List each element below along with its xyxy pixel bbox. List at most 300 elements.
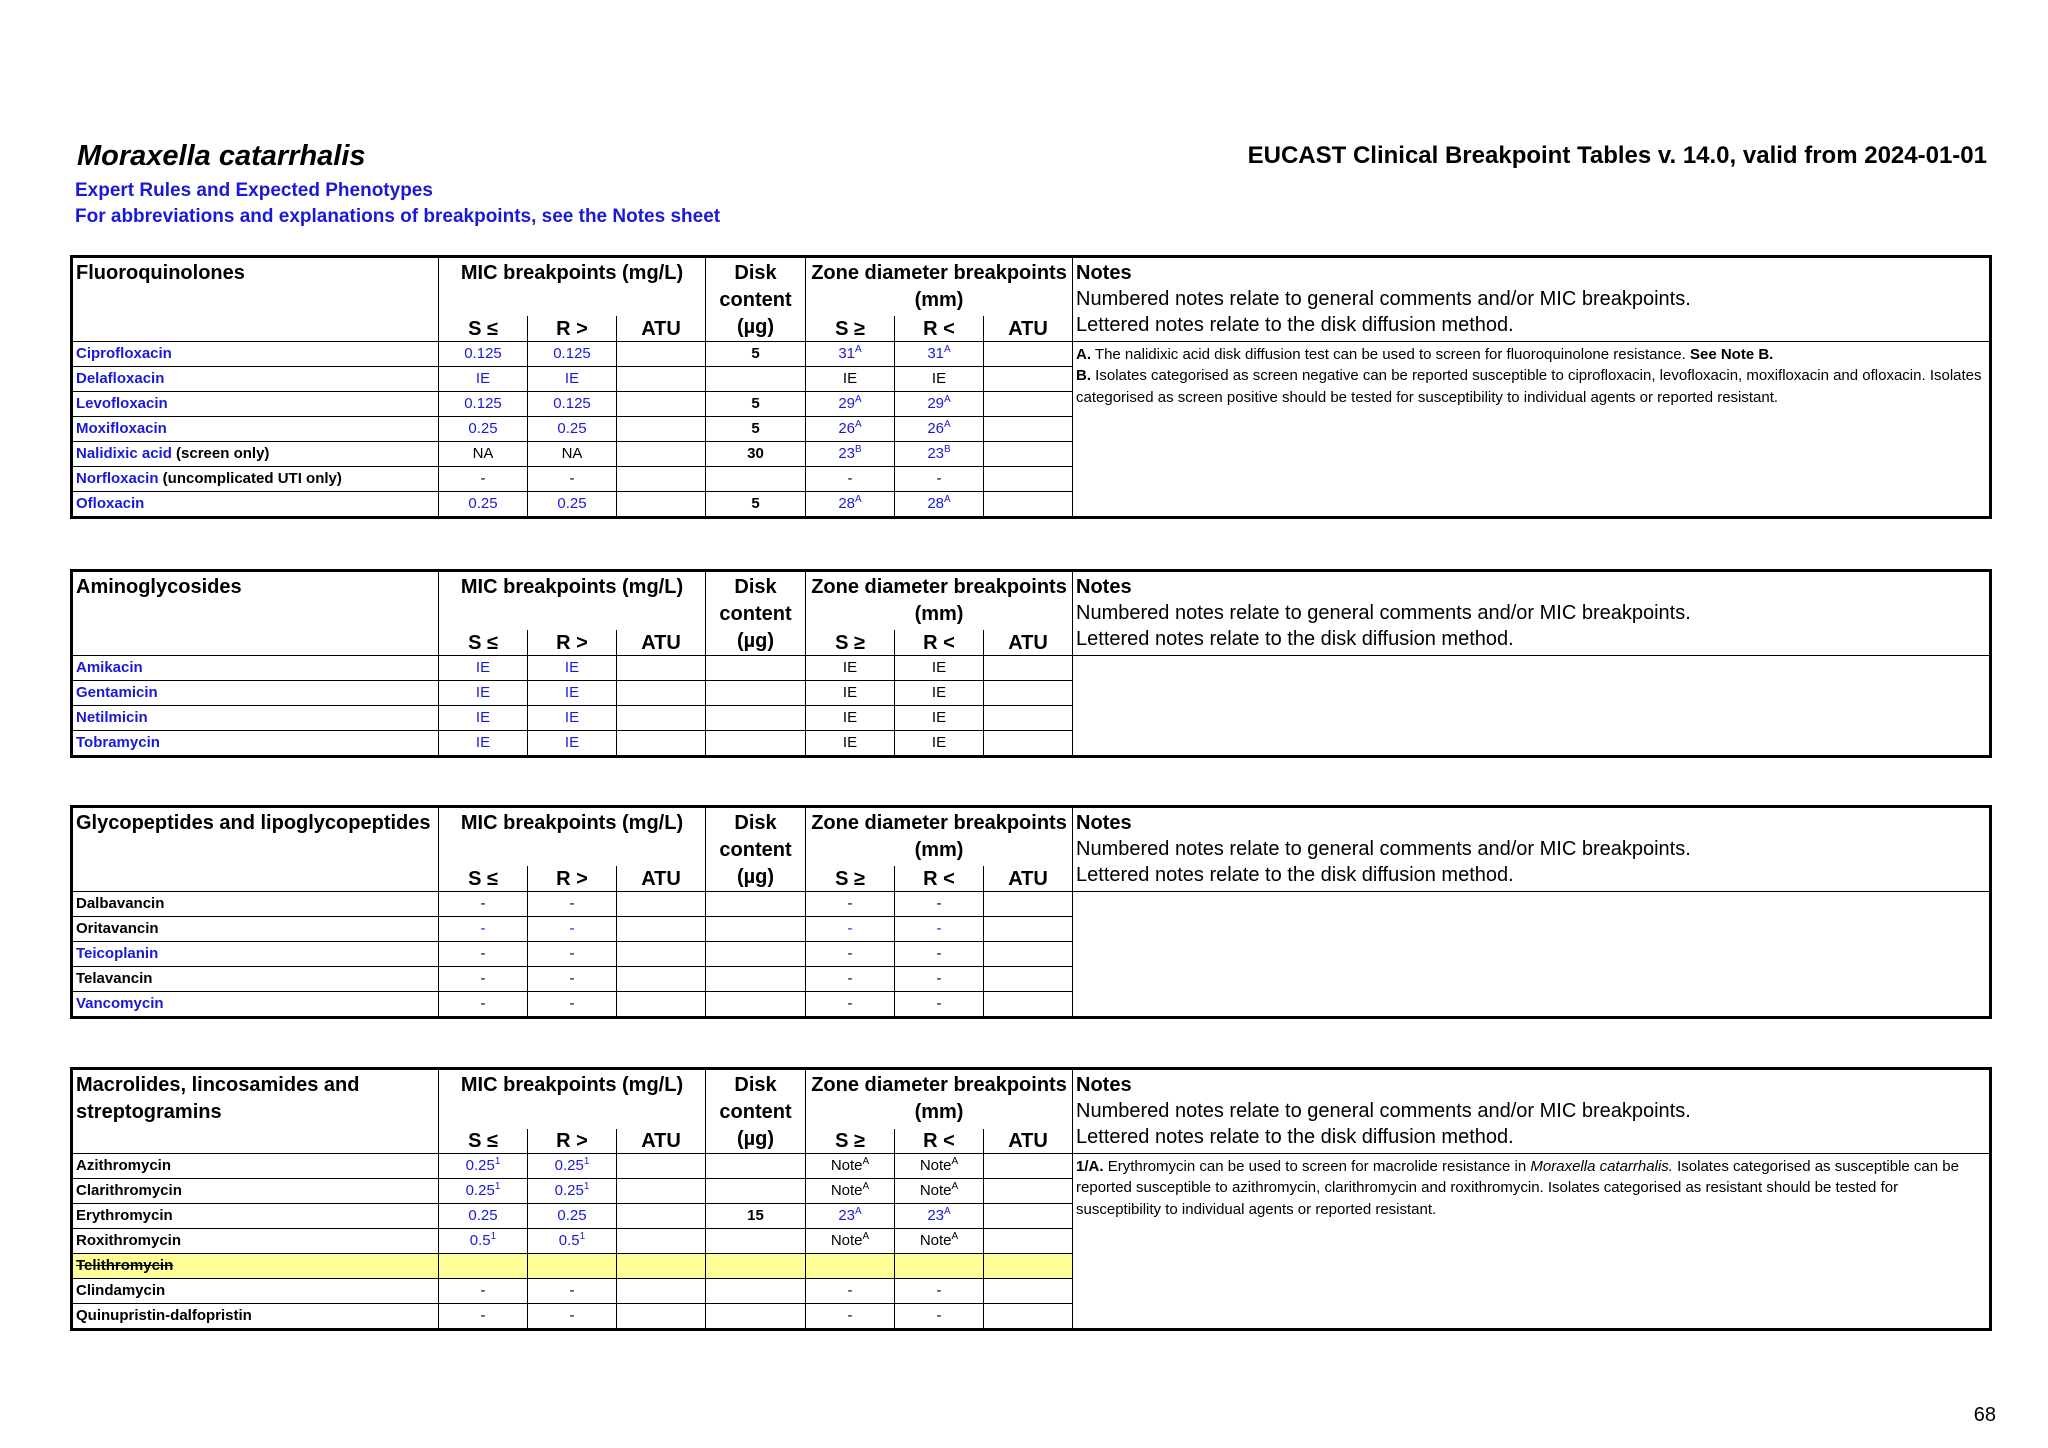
zone-r-cell-value: 31 bbox=[927, 344, 945, 362]
disk-content-cell bbox=[706, 967, 806, 992]
notes-numbered-explanation: Numbered notes relate to general comments and/or MIC breakpoints. bbox=[1076, 602, 1691, 624]
antibiotic-name bbox=[73, 917, 439, 942]
mic-r-cell-value: - bbox=[569, 969, 575, 987]
mic-r-cell-value: 0.25 bbox=[557, 1206, 587, 1224]
antibiotic-qualifier: (screen only) bbox=[171, 444, 270, 462]
antibiotic-name-text: Azithromycin bbox=[76, 1156, 172, 1174]
note-organism: Moraxella catarrhalis. bbox=[1530, 1158, 1673, 1175]
notes-body bbox=[1073, 1154, 1990, 1329]
mic-r-cell bbox=[528, 706, 617, 731]
mic-r-cell bbox=[528, 992, 617, 1017]
mic-s-cell-value: IE bbox=[475, 683, 491, 701]
zone-r-cell-value: IE bbox=[931, 733, 947, 751]
disk-content-cell bbox=[706, 992, 806, 1017]
antibiotic-qualifier: (uncomplicated UTI only) bbox=[158, 469, 342, 487]
zone-s-cell bbox=[806, 942, 895, 967]
mic-s-cell bbox=[439, 681, 528, 706]
antibiotic-name[interactable] bbox=[73, 342, 439, 367]
zone-diameter-heading: Zone diameter breakpoints (mm) bbox=[806, 572, 1073, 631]
mic-s-cell bbox=[439, 467, 528, 492]
antibiotic-name-text: Ciprofloxacin bbox=[76, 344, 172, 362]
zone-atu-cell bbox=[984, 681, 1073, 706]
mic-atu-cell bbox=[617, 442, 706, 467]
mic-atu-cell bbox=[617, 1279, 706, 1304]
mic-s-cell-value: - bbox=[480, 994, 486, 1012]
notes-numbered-explanation: Numbered notes relate to general comments and/or MIC breakpoints. bbox=[1076, 288, 1691, 310]
mic-r-cell-value: IE bbox=[564, 369, 580, 387]
disk-content-cell bbox=[706, 1229, 806, 1254]
disk-content-cell: 5 bbox=[706, 342, 806, 367]
zone-s-cell-value: 23 bbox=[838, 444, 856, 462]
disk-content-cell bbox=[706, 467, 806, 492]
mic-s-le-header: S ≤ bbox=[439, 866, 528, 891]
footnote-marker: A bbox=[944, 393, 951, 405]
antibiotic-name-text: Oritavancin bbox=[76, 919, 159, 937]
mic-s-cell bbox=[439, 1304, 528, 1329]
zone-atu-cell bbox=[984, 892, 1073, 917]
zone-atu-cell bbox=[984, 492, 1073, 517]
zone-r-cell bbox=[895, 367, 984, 392]
zone-r-cell bbox=[895, 342, 984, 367]
mic-atu-cell bbox=[617, 342, 706, 367]
zone-diameter-heading: Zone diameter breakpoints (mm) bbox=[806, 1070, 1073, 1129]
drug-class-heading: Fluoroquinolones bbox=[73, 258, 439, 317]
page-number: 68 bbox=[1973, 1404, 1996, 1426]
footnote-marker: A bbox=[862, 1230, 870, 1242]
zone-s-cell-value: Note bbox=[830, 1181, 863, 1199]
table-row bbox=[73, 892, 1990, 917]
antibiotic-name-text: Levofloxacin bbox=[76, 394, 168, 412]
zone-atu-cell bbox=[984, 367, 1073, 392]
mic-r-cell bbox=[528, 917, 617, 942]
mic-s-cell-value: 0.25 bbox=[468, 419, 498, 437]
mic-r-cell-value: - bbox=[569, 469, 575, 487]
mic-atu-cell bbox=[617, 656, 706, 681]
zone-r-cell bbox=[895, 1179, 984, 1204]
notes-title: Notes bbox=[1076, 812, 1132, 834]
note-cross-reference[interactable]: See Note B. bbox=[1689, 346, 1774, 363]
zone-r-cell bbox=[895, 706, 984, 731]
zone-s-cell bbox=[806, 1229, 895, 1254]
mic-r-cell-value: NA bbox=[561, 444, 583, 462]
zone-atu-cell bbox=[984, 442, 1073, 467]
antibiotic-name-text: Roxithromycin bbox=[76, 1231, 182, 1249]
mic-r-cell bbox=[528, 942, 617, 967]
zone-r-cell-value: IE bbox=[931, 369, 947, 387]
notes-lettered-explanation: Lettered notes relate to the disk diffusion method. bbox=[1076, 1126, 1514, 1148]
mic-atu-cell bbox=[617, 392, 706, 417]
zone-r-cell-value: - bbox=[936, 994, 942, 1012]
mic-s-cell bbox=[439, 1204, 528, 1229]
zone-r-cell-value: - bbox=[936, 944, 942, 962]
notes-body bbox=[1073, 656, 1990, 756]
zone-s-cell bbox=[806, 731, 895, 756]
disk-content-heading: Disk content (µg) bbox=[706, 572, 806, 656]
zone-atu-cell bbox=[984, 1229, 1073, 1254]
notes-body bbox=[1073, 342, 1990, 517]
mic-r-gt-header: R > bbox=[528, 316, 617, 341]
zone-s-cell bbox=[806, 656, 895, 681]
footnote-marker: 1 bbox=[494, 1155, 501, 1167]
zone-r-cell bbox=[895, 992, 984, 1017]
mic-r-cell bbox=[528, 1154, 617, 1179]
antibiotic-name bbox=[73, 1179, 439, 1204]
mic-r-cell-value: - bbox=[569, 1306, 575, 1324]
zone-r-cell-value: - bbox=[936, 1281, 942, 1299]
antibiotic-name bbox=[73, 1154, 439, 1179]
zone-s-cell bbox=[806, 442, 895, 467]
zone-r-cell-value: Note bbox=[919, 1156, 952, 1174]
drug-class-heading: Macrolides, lincosamides and streptogramins bbox=[73, 1070, 439, 1129]
mic-s-cell-value: IE bbox=[475, 369, 491, 387]
notes-lettered-explanation: Lettered notes relate to the disk diffusion method. bbox=[1076, 864, 1514, 886]
note-text: Isolates categorised as screen negative can be reported susceptible to ciprofloxacin, levofloxacin, moxifloxacin and ofloxacin. Isolates categorised as screen positive should be tested for susceptibility to individual agents or reported resistant. bbox=[1076, 367, 1982, 406]
mic-s-cell bbox=[439, 417, 528, 442]
mic-r-cell-value: - bbox=[569, 919, 575, 937]
mic-s-le-header: S ≤ bbox=[439, 630, 528, 655]
antibiotic-name[interactable] bbox=[73, 367, 439, 392]
antibiotic-name[interactable] bbox=[73, 992, 439, 1017]
antibiotic-name-text: Erythromycin bbox=[76, 1206, 173, 1224]
notes-heading bbox=[1073, 808, 1990, 892]
mic-r-gt-header: R > bbox=[528, 866, 617, 891]
eucast-version-heading: EUCAST Clinical Breakpoint Tables v. 14.0, valid from 2024-01-01 bbox=[1247, 142, 1987, 169]
zone-atu-cell bbox=[984, 1179, 1073, 1204]
antibiotic-name-text: Teicoplanin bbox=[76, 944, 159, 962]
zone-atu-header: ATU bbox=[984, 866, 1073, 891]
mic-r-gt-header: R > bbox=[528, 630, 617, 655]
footnote-marker: A bbox=[944, 1205, 951, 1217]
zone-r-cell bbox=[895, 1279, 984, 1304]
antibiotic-name[interactable] bbox=[73, 706, 439, 731]
disk-content-cell bbox=[706, 942, 806, 967]
mic-s-cell-value: 0.125 bbox=[464, 394, 502, 412]
antibiotic-name[interactable] bbox=[73, 942, 439, 967]
mic-atu-header: ATU bbox=[617, 316, 706, 341]
antibiotic-name-text: Moxifloxacin bbox=[76, 419, 167, 437]
zone-atu-cell bbox=[984, 1279, 1073, 1304]
disk-content-cell bbox=[706, 1179, 806, 1204]
mic-atu-cell bbox=[617, 1304, 706, 1329]
mic-atu-cell bbox=[617, 467, 706, 492]
mic-s-cell-value: 0.25 bbox=[465, 1156, 495, 1174]
zone-s-cell-value: - bbox=[847, 469, 853, 487]
drug-class-heading: Glycopeptides and lipoglycopeptides bbox=[73, 808, 439, 867]
zone-s-cell bbox=[806, 342, 895, 367]
disk-content-heading: Disk content (µg) bbox=[706, 808, 806, 892]
notes-numbered-explanation: Numbered notes relate to general comments and/or MIC breakpoints. bbox=[1076, 838, 1691, 860]
mic-s-cell-value: 0.25 bbox=[465, 1181, 495, 1199]
mic-r-cell-value: 0.25 bbox=[554, 1181, 584, 1199]
disk-content-cell: 15 bbox=[706, 1204, 806, 1229]
antibiotic-name-text: Delafloxacin bbox=[76, 369, 165, 387]
mic-s-cell bbox=[439, 656, 528, 681]
zone-r-cell-value: Note bbox=[919, 1231, 952, 1249]
mic-s-cell-value: 0.25 bbox=[468, 1206, 498, 1224]
footnote-marker: 1 bbox=[494, 1180, 501, 1192]
disk-content-cell bbox=[706, 367, 806, 392]
footnote-marker: A bbox=[944, 343, 951, 355]
zone-atu-cell bbox=[984, 1204, 1073, 1229]
zone-s-cell-value: IE bbox=[842, 733, 858, 751]
note-label: 1/A. bbox=[1076, 1158, 1104, 1175]
mic-atu-cell bbox=[617, 492, 706, 517]
mic-s-cell-value: IE bbox=[475, 658, 491, 676]
mic-r-cell-value: - bbox=[569, 894, 575, 912]
antibiotic-name-text: Ofloxacin bbox=[76, 494, 145, 512]
zone-s-cell-value: 26 bbox=[838, 419, 856, 437]
mic-s-cell-value: - bbox=[480, 944, 486, 962]
mic-s-cell bbox=[439, 967, 528, 992]
zone-r-cell bbox=[895, 681, 984, 706]
mic-breakpoints-heading: MIC breakpoints (mg/L) bbox=[439, 808, 706, 867]
mic-atu-header: ATU bbox=[617, 866, 706, 891]
footnote-marker: A bbox=[855, 493, 862, 505]
mic-atu-cell bbox=[617, 706, 706, 731]
disk-content-heading: Disk content (µg) bbox=[706, 258, 806, 342]
zone-r-lt-header: R < bbox=[895, 316, 984, 341]
antibiotic-name[interactable] bbox=[73, 656, 439, 681]
mic-r-cell bbox=[528, 417, 617, 442]
antibiotic-name[interactable] bbox=[73, 731, 439, 756]
zone-atu-cell bbox=[984, 392, 1073, 417]
zone-r-cell-value: 28 bbox=[927, 494, 945, 512]
zone-s-cell-value: - bbox=[847, 969, 853, 987]
notes-title: Notes bbox=[1076, 576, 1132, 598]
zone-s-cell bbox=[806, 706, 895, 731]
footnote-marker: 1 bbox=[583, 1180, 590, 1192]
mic-breakpoints-heading: MIC breakpoints (mg/L) bbox=[439, 1070, 706, 1129]
zone-atu-cell bbox=[984, 942, 1073, 967]
mic-atu-cell bbox=[617, 1254, 706, 1279]
footnote-marker: A bbox=[944, 418, 951, 430]
antibiotic-name bbox=[73, 1229, 439, 1254]
mic-atu-cell bbox=[617, 967, 706, 992]
zone-r-cell bbox=[895, 1304, 984, 1329]
notes-heading bbox=[1073, 572, 1990, 656]
disk-content-cell bbox=[706, 917, 806, 942]
mic-r-cell bbox=[528, 392, 617, 417]
zone-s-cell-value: 29 bbox=[838, 394, 856, 412]
zone-atu-cell bbox=[984, 1254, 1073, 1279]
mic-s-cell bbox=[439, 1229, 528, 1254]
zone-r-cell-value: 29 bbox=[927, 394, 945, 412]
mic-r-cell bbox=[528, 681, 617, 706]
notes-body bbox=[1073, 892, 1990, 1017]
zone-s-cell bbox=[806, 392, 895, 417]
zone-atu-cell bbox=[984, 1304, 1073, 1329]
mic-r-cell-value: 0.25 bbox=[557, 419, 587, 437]
antibiotic-name bbox=[73, 1279, 439, 1304]
note-text: The nalidixic acid disk diffusion test can be used to screen for fluoroquinolone resistance. bbox=[1091, 346, 1690, 363]
mic-s-le-header: S ≤ bbox=[439, 1129, 528, 1154]
zone-s-cell-value: 23 bbox=[838, 1206, 856, 1224]
disk-content-cell bbox=[706, 656, 806, 681]
zone-r-cell-value: IE bbox=[931, 683, 947, 701]
disk-content-cell bbox=[706, 1254, 806, 1279]
mic-s-cell-value: IE bbox=[475, 733, 491, 751]
mic-s-cell-value: - bbox=[480, 1281, 486, 1299]
antibiotic-name-text: Telavancin bbox=[76, 969, 153, 987]
antibiotic-name-text: Vancomycin bbox=[76, 994, 164, 1012]
mic-r-cell-value: 0.125 bbox=[553, 394, 591, 412]
mic-r-cell bbox=[528, 967, 617, 992]
zone-s-ge-header: S ≥ bbox=[806, 316, 895, 341]
zone-r-cell-value: - bbox=[936, 469, 942, 487]
note-item bbox=[1076, 365, 1986, 408]
breakpoint-table-fluoroquinolones bbox=[70, 255, 1992, 519]
zone-s-cell bbox=[806, 1179, 895, 1204]
antibiotic-name[interactable] bbox=[73, 467, 439, 492]
expert-rules-link[interactable]: Expert Rules and Expected Phenotypes bbox=[75, 180, 433, 201]
zone-atu-header: ATU bbox=[984, 1129, 1073, 1154]
mic-r-cell-value: 0.25 bbox=[557, 494, 587, 512]
mic-s-cell bbox=[439, 942, 528, 967]
antibiotic-name-text: Dalbavancin bbox=[76, 894, 165, 912]
mic-s-cell-value: 0.5 bbox=[469, 1231, 491, 1249]
notes-sheet-link[interactable]: For abbreviations and explanations of breakpoints, see the Notes sheet bbox=[75, 206, 721, 227]
footnote-marker: A bbox=[944, 493, 951, 505]
zone-diameter-heading: Zone diameter breakpoints (mm) bbox=[806, 258, 1073, 317]
mic-r-cell-value: - bbox=[569, 994, 575, 1012]
antibiotic-name-text: Tobramycin bbox=[76, 733, 160, 751]
zone-r-cell bbox=[895, 442, 984, 467]
zone-s-cell bbox=[806, 1254, 895, 1279]
zone-r-cell bbox=[895, 492, 984, 517]
mic-s-cell-value: NA bbox=[472, 444, 494, 462]
antibiotic-name[interactable] bbox=[73, 442, 439, 467]
disk-content-cell bbox=[706, 1279, 806, 1304]
antibiotic-name-text: Quinupristin-dalfopristin bbox=[76, 1306, 252, 1324]
antibiotic-name[interactable] bbox=[73, 417, 439, 442]
mic-atu-cell bbox=[617, 942, 706, 967]
mic-s-cell bbox=[439, 342, 528, 367]
zone-r-cell bbox=[895, 967, 984, 992]
mic-r-cell bbox=[528, 656, 617, 681]
zone-atu-header: ATU bbox=[984, 316, 1073, 341]
mic-atu-cell bbox=[617, 681, 706, 706]
footnote-marker: A bbox=[862, 1180, 870, 1192]
disk-content-cell bbox=[706, 681, 806, 706]
zone-s-ge-header: S ≥ bbox=[806, 866, 895, 891]
zone-s-cell bbox=[806, 892, 895, 917]
mic-r-cell-value: 0.25 bbox=[554, 1156, 584, 1174]
zone-s-ge-header: S ≥ bbox=[806, 630, 895, 655]
mic-r-cell bbox=[528, 467, 617, 492]
antibiotic-name bbox=[73, 1204, 439, 1229]
zone-r-cell bbox=[895, 467, 984, 492]
footnote-marker: A bbox=[855, 418, 862, 430]
mic-r-cell bbox=[528, 442, 617, 467]
antibiotic-name bbox=[73, 892, 439, 917]
mic-s-cell-value: - bbox=[480, 969, 486, 987]
zone-s-cell bbox=[806, 1279, 895, 1304]
notes-title: Notes bbox=[1076, 1074, 1132, 1096]
zone-s-ge-header: S ≥ bbox=[806, 1129, 895, 1154]
notes-numbered-explanation: Numbered notes relate to general comments and/or MIC breakpoints. bbox=[1076, 1100, 1691, 1122]
zone-r-cell-value: - bbox=[936, 919, 942, 937]
mic-s-cell-value: IE bbox=[475, 708, 491, 726]
mic-atu-header: ATU bbox=[617, 1129, 706, 1154]
zone-s-cell-value: IE bbox=[842, 658, 858, 676]
breakpoint-table-aminoglycosides bbox=[70, 569, 1992, 758]
zone-r-cell-value: 23 bbox=[927, 444, 945, 462]
antibiotic-name[interactable] bbox=[73, 392, 439, 417]
mic-s-cell-value: - bbox=[480, 919, 486, 937]
zone-r-cell bbox=[895, 892, 984, 917]
mic-r-cell-value: - bbox=[569, 944, 575, 962]
footnote-marker: A bbox=[951, 1155, 959, 1167]
note-item bbox=[1076, 344, 1986, 365]
mic-s-cell bbox=[439, 392, 528, 417]
antibiotic-name[interactable] bbox=[73, 681, 439, 706]
zone-s-cell-value: IE bbox=[842, 369, 858, 387]
zone-s-cell bbox=[806, 1304, 895, 1329]
zone-s-cell-value: - bbox=[847, 994, 853, 1012]
disk-content-cell bbox=[706, 1154, 806, 1179]
zone-s-cell bbox=[806, 417, 895, 442]
disk-content-cell: 5 bbox=[706, 417, 806, 442]
zone-s-cell bbox=[806, 1154, 895, 1179]
mic-s-cell bbox=[439, 917, 528, 942]
mic-r-cell bbox=[528, 1229, 617, 1254]
zone-r-cell-value: Note bbox=[919, 1181, 952, 1199]
mic-s-cell bbox=[439, 731, 528, 756]
zone-s-cell-value: IE bbox=[842, 683, 858, 701]
zone-r-cell bbox=[895, 731, 984, 756]
table-row bbox=[73, 656, 1990, 681]
antibiotic-name bbox=[73, 1254, 439, 1279]
zone-r-cell bbox=[895, 1229, 984, 1254]
zone-s-cell bbox=[806, 967, 895, 992]
zone-r-cell bbox=[895, 1204, 984, 1229]
footnote-marker: A bbox=[951, 1230, 959, 1242]
zone-s-cell bbox=[806, 467, 895, 492]
zone-s-cell-value: - bbox=[847, 1281, 853, 1299]
antibiotic-name bbox=[73, 967, 439, 992]
mic-atu-cell bbox=[617, 1154, 706, 1179]
zone-atu-cell bbox=[984, 417, 1073, 442]
table-row bbox=[73, 342, 1990, 367]
antibiotic-name[interactable] bbox=[73, 492, 439, 517]
zone-r-cell-value: - bbox=[936, 894, 942, 912]
mic-r-cell-value: IE bbox=[564, 733, 580, 751]
zone-r-lt-header: R < bbox=[895, 1129, 984, 1154]
footnote-marker: A bbox=[855, 393, 862, 405]
antibiotic-name-text: Telithromycin bbox=[76, 1256, 174, 1274]
breakpoint-table-glycopeptides bbox=[70, 805, 1992, 1019]
zone-atu-cell bbox=[984, 1154, 1073, 1179]
mic-s-cell-value: - bbox=[480, 469, 486, 487]
mic-atu-cell bbox=[617, 367, 706, 392]
mic-r-cell-value: 0.5 bbox=[558, 1231, 580, 1249]
disk-content-cell: 5 bbox=[706, 392, 806, 417]
mic-atu-header: ATU bbox=[617, 630, 706, 655]
mic-atu-cell bbox=[617, 1179, 706, 1204]
zone-atu-cell bbox=[984, 467, 1073, 492]
breakpoint-table-macrolides bbox=[70, 1067, 1992, 1331]
zone-r-cell bbox=[895, 1154, 984, 1179]
zone-s-cell-value: - bbox=[847, 1306, 853, 1324]
mic-s-cell-value: - bbox=[480, 1306, 486, 1324]
zone-r-cell bbox=[895, 917, 984, 942]
zone-atu-cell bbox=[984, 342, 1073, 367]
mic-s-cell bbox=[439, 1154, 528, 1179]
footnote-marker: B bbox=[855, 443, 862, 455]
mic-s-cell bbox=[439, 892, 528, 917]
mic-r-cell bbox=[528, 1179, 617, 1204]
disk-content-cell: 5 bbox=[706, 492, 806, 517]
